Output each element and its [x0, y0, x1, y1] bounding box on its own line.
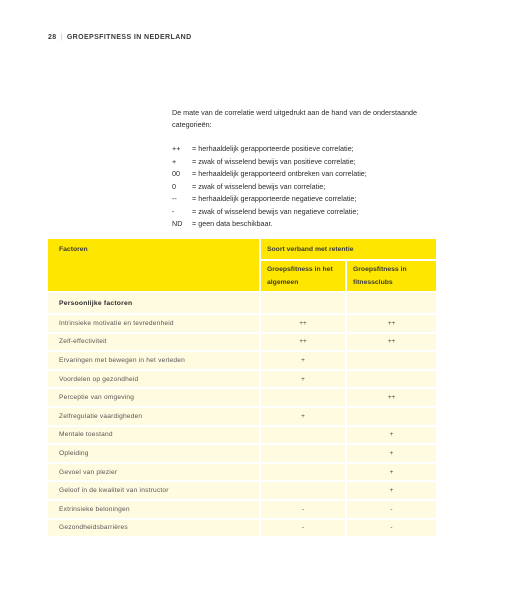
legend-list [172, 143, 422, 231]
legend-item [172, 143, 422, 156]
clubs-cell: ++ [345, 334, 436, 351]
general-cell: + [259, 371, 345, 388]
header-general: Groepsfitness in het algemeen [259, 259, 345, 291]
clubs-cell: ++ [345, 315, 436, 332]
intro-block [172, 107, 422, 231]
header-clubs: Groepsfitness in fitnessclubs [345, 259, 436, 291]
clubs-cell: + [345, 482, 436, 499]
factor-cell: Zelfregulatie vaardigheden [59, 412, 143, 420]
factor-cell: Mentale toestand [59, 431, 113, 439]
legend-meaning: = zwak of wisselend bewijs van positieve correlatie; [192, 156, 356, 166]
legend-meaning: = herhaaldelijk gerapporteerde negatieve correlatie; [192, 194, 357, 204]
legend-symbol: -- [172, 194, 177, 204]
factor-cell: Geloof in de kwaliteit van instructor [59, 487, 169, 495]
legend-symbol: 00 [172, 169, 180, 179]
factor-cell: Extrinsieke beloningen [59, 505, 130, 513]
legend-symbol: ++ [172, 144, 181, 154]
factor-cell: Gevoel van plezier [59, 468, 118, 476]
legend-item [172, 156, 422, 169]
clubs-cell: + [345, 445, 436, 462]
table-row [48, 480, 436, 499]
legend-meaning: = zwak of wisselend bewijs van negatieve correlatie; [192, 206, 359, 216]
factor-cell: Opleiding [59, 449, 89, 457]
table-row [48, 350, 436, 369]
table-row [48, 387, 436, 406]
table-row [48, 443, 436, 462]
running-title: GROEPSFITNESS IN NEDERLAND [66, 34, 192, 41]
general-cell: - [259, 501, 345, 518]
table-row [48, 406, 436, 425]
running-head [48, 34, 192, 41]
legend-meaning: = herhaaldelijk gerapporteerd ontbreken van correlatie; [192, 169, 367, 179]
table-row [48, 518, 436, 537]
general-cell [259, 389, 345, 406]
section-row [48, 291, 436, 313]
legend-item [172, 218, 422, 231]
clubs-cell: + [345, 464, 436, 481]
legend-symbol: - [172, 206, 175, 216]
table-row [48, 369, 436, 388]
clubs-cell: - [345, 520, 436, 537]
legend-item [172, 206, 422, 219]
legend-symbol: 0 [172, 181, 176, 191]
legend-meaning: = geen data beschikbaar. [192, 219, 273, 229]
legend-symbol: + [172, 156, 177, 166]
header-factors: Factoren [59, 245, 88, 253]
legend-symbol: ND [172, 219, 183, 229]
header-retention-group: Soort verband met retentie [259, 239, 436, 259]
subheader-spacer [48, 259, 259, 291]
intro-text: De mate van de correlatie werd uitgedrukt aan de hand van de onderstaande categorieën: [172, 108, 417, 129]
legend-meaning: = zwak of wisselend bewijs van correlatie; [192, 181, 326, 191]
general-cell [259, 445, 345, 462]
general-cell [259, 464, 345, 481]
table-row [48, 313, 436, 332]
general-cell: ++ [259, 334, 345, 351]
table-header [48, 239, 436, 259]
factor-cell: Voordelen op gezondheid [59, 375, 139, 383]
general-cell: - [259, 520, 345, 537]
general-cell [259, 482, 345, 499]
page-number: 28 [48, 34, 57, 41]
clubs-cell: ++ [345, 389, 436, 406]
header-separator: | [60, 34, 63, 41]
cell-empty [345, 293, 436, 313]
table-subheader [48, 259, 436, 291]
table-row [48, 462, 436, 481]
clubs-cell: + [345, 427, 436, 444]
table-row [48, 499, 436, 518]
factor-cell: Intrinsieke motivatie en tevredenheid [59, 319, 174, 327]
factor-cell: Ervaringen met bewegen in het verleden [59, 356, 185, 364]
clubs-cell [345, 371, 436, 388]
factor-cell: Perceptie van omgeving [59, 394, 135, 402]
section-title: Persoonlijke factoren [59, 299, 133, 307]
legend-item [172, 193, 422, 206]
retention-table [48, 239, 436, 536]
factor-cell: Zelf-effectiviteit [59, 338, 107, 346]
clubs-cell [345, 408, 436, 425]
table-row [48, 332, 436, 351]
general-cell: ++ [259, 315, 345, 332]
clubs-cell [345, 352, 436, 369]
cell-empty [259, 293, 345, 313]
general-cell: + [259, 408, 345, 425]
clubs-cell: - [345, 501, 436, 518]
legend-meaning: = herhaaldelijk gerapporteerde positieve correlatie; [192, 144, 354, 154]
legend-item [172, 181, 422, 194]
general-cell: + [259, 352, 345, 369]
legend-item [172, 168, 422, 181]
general-cell [259, 427, 345, 444]
factor-cell: Gezondheidsbarrières [59, 524, 128, 532]
table-row [48, 425, 436, 444]
